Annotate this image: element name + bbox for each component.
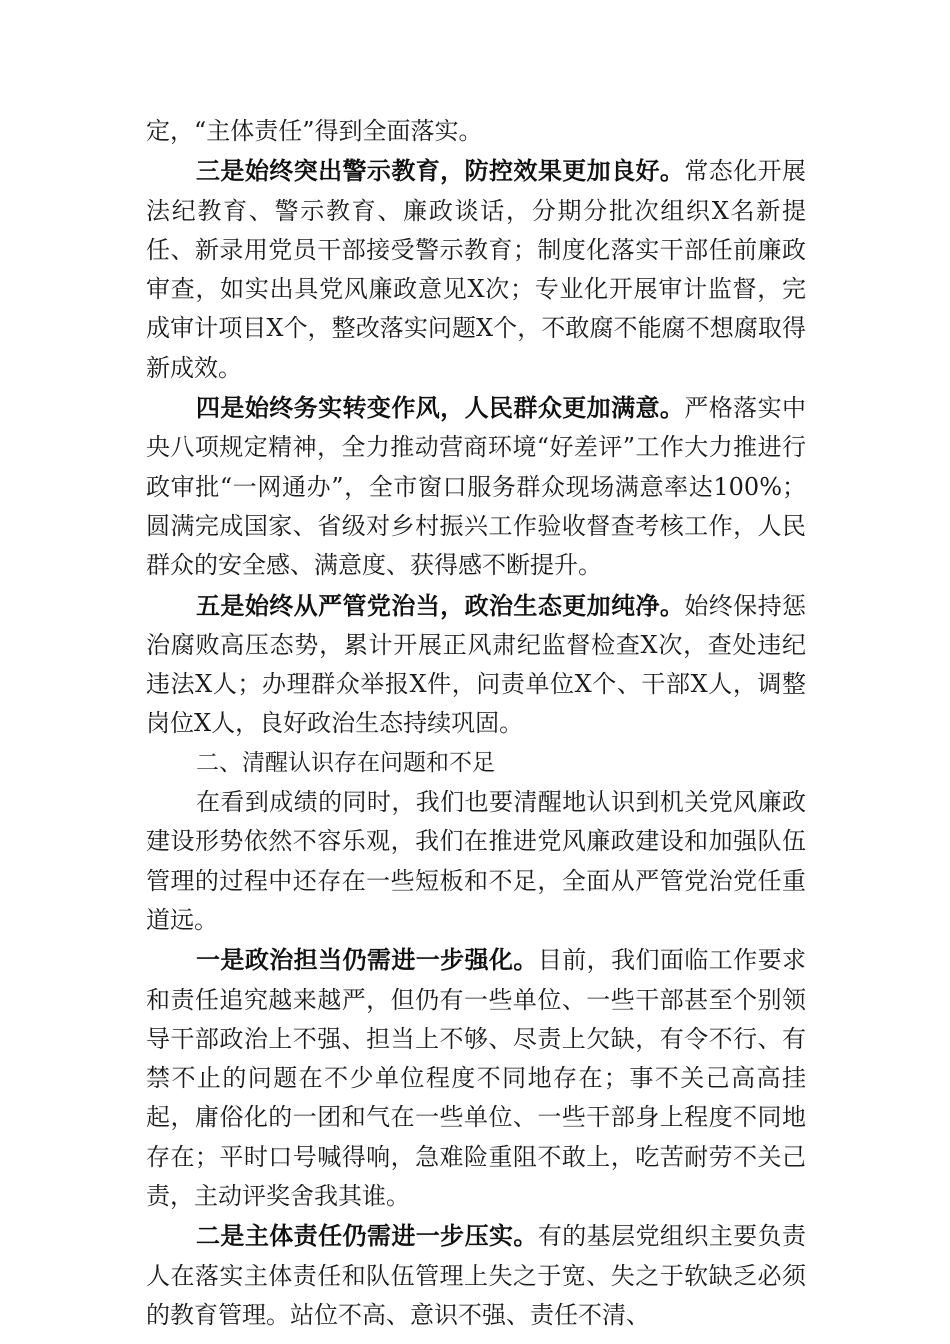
paragraph-problem-one [146,940,806,1216]
section-heading: 二、清醒认识存在问题和不足 [196,749,495,776]
paragraph-lead: 一是政治担当仍需进一步强化。 [196,945,538,975]
paragraph-text: 在看到成绩的同时，我们也要清醒地认识到机关党风廉政建设形势依然不容乐观，我们在推进党风廉政建设和加强队伍管理的过程中还存在一些短板和不足，全面从严管党治党任重道远。 [146,788,806,934]
paragraph-continuation [146,112,806,151]
paragraph-text: 目前，我们面临工作要求和责任追究越来越严，但仍有一些单位、一些干部甚至个别领导干部政治上不强、担当上不够、尽责上欠缺，有令不行、有禁不止的问题在不少单位程度不同地存在；事不关己高高挂起，庸俗化的一团和气在一些单位、一些干部身上程度不同地存在；平时口号喊得响，急难险重阻不敢上，吃苦耐劳不关己责，主动评奖舍我其谁。 [146,946,807,1211]
paragraph-point-five [146,586,806,744]
paragraph-lead: 四是始终务实转变作风，人民群众更加满意。 [196,393,685,423]
paragraph-point-four [146,388,806,585]
paragraph-lead: 五是始终从严管党治当，政治生态更加纯净。 [196,590,685,620]
paragraph-point-three [146,151,806,388]
paragraph-text: 有的基层党组织主要负责人在落实主体责任和队伍管理上失之于宽、失之于软缺乏必须的教育管理。站位不高、意识不强、责任不清、 [146,1222,807,1329]
document-body [146,112,806,1335]
paragraph-text: 定，“主体责任”得到全面落实。 [146,117,483,145]
paragraph-lead: 三是始终突出警示教育，防控效果更加良好。 [196,156,685,186]
paragraph-text: 始终保持惩治腐败高压态势，累计开展正风肃纪监督检查X次，查处违纪违法X人；办理群众举报X件，问责单位X个、干部X人，调整岗位X人，良好政治生态持续巩固。 [146,591,807,738]
paragraph-text: 严格落实中央八项规定精神，全力推动营商环境“好差评”工作大力推进行政审批“一网通办”，全市窗口服务群众现场满意率达100%；圆满完成国家、省级对乡村振兴工作验收督查考核工作，人民群众的安全感、满意度、获得感不断提升。 [146,394,807,580]
paragraph-problem-two [146,1216,806,1335]
paragraph-text: 常态化开展法纪教育、警示教育、廉政谈话，分期分批次组织X名新提任、新录用党员干部接受警示教育；制度化落实干部任前廉政审查，如实出具党风廉政意见X次；专业化开展审计监督，完成审计项目X个，整改落实问题X个，不敢腐不能腐不想腐取得新成效。 [146,157,807,382]
paragraph-intro [146,783,806,940]
paragraph-lead: 二是主体责任仍需进一步压实。 [196,1221,538,1251]
